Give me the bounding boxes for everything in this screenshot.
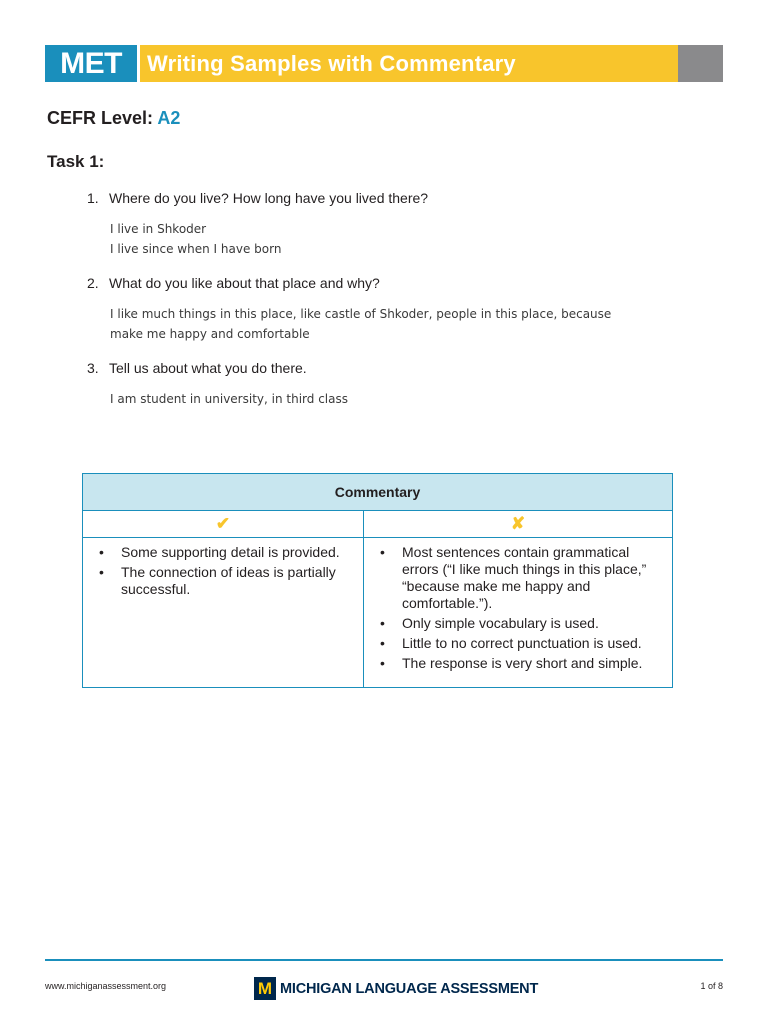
answer-1	[110, 219, 281, 259]
title-bar	[140, 45, 718, 82]
logo-text: MICHIGAN LANGUAGE ASSESSMENT	[280, 980, 539, 997]
answer-line: I am student in university, in third class	[110, 392, 348, 406]
commentary-table	[82, 473, 673, 688]
negatives-cell	[364, 538, 672, 687]
list-item: • Some supporting detail is provided.	[93, 544, 353, 561]
footer-divider	[45, 959, 723, 961]
negatives-list	[374, 544, 662, 672]
list-item: • Only simple vocabulary is used.	[374, 615, 662, 632]
header	[45, 45, 723, 82]
page-number: 1 of 8	[700, 981, 723, 991]
question-1	[87, 190, 428, 206]
positives-cell	[83, 538, 364, 687]
page-title: Writing Samples with Commentary	[147, 51, 516, 76]
question-3	[87, 360, 307, 376]
answer-line: I live in Shkoder	[110, 222, 207, 236]
cefr-level-value: A2	[157, 108, 181, 128]
cross-icon: ✘	[510, 514, 526, 533]
question-text: Where do you live? How long have you lived there?	[109, 190, 429, 206]
task-title: Task 1:	[47, 152, 105, 171]
checkmark-icon: ✔	[83, 511, 364, 537]
answer-line: make me happy and comfortable	[110, 327, 310, 341]
list-item: • Little to no correct punctuation is used.	[374, 635, 662, 652]
question-number: 1.	[87, 190, 99, 206]
commentary-body-row	[83, 538, 672, 687]
list-item: • The connection of ideas is partially successful.	[93, 564, 353, 598]
list-item: • Most sentences contain grammatical errors (“I like much things in this place,” “because make me happy and comfortable.”).	[374, 544, 662, 612]
footer-url[interactable]: www.michiganassessment.org	[45, 981, 167, 991]
michigan-logo	[254, 977, 538, 1000]
positives-list	[93, 544, 353, 598]
question-number: 2.	[87, 275, 99, 291]
header-gray-block	[678, 45, 723, 82]
question-text: What do you like about that place and why?	[109, 275, 380, 291]
answer-2	[110, 304, 611, 344]
answer-3	[110, 389, 348, 409]
block-m-icon: M	[254, 977, 276, 1000]
cefr-label: CEFR Level:	[47, 108, 154, 128]
cefr-level	[47, 108, 180, 129]
met-logo: MET	[45, 45, 137, 82]
answer-line: I like much things in this place, like castle of Shkoder, people in this place, because	[110, 307, 612, 321]
question-2	[87, 275, 380, 291]
commentary-marks-row	[83, 511, 672, 538]
question-number: 3.	[87, 360, 99, 376]
answer-line: I live since when I have born	[110, 242, 282, 256]
commentary-header: Commentary	[83, 474, 672, 511]
list-item: • The response is very short and simple.	[374, 655, 662, 672]
question-text: Tell us about what you do there.	[109, 360, 307, 376]
